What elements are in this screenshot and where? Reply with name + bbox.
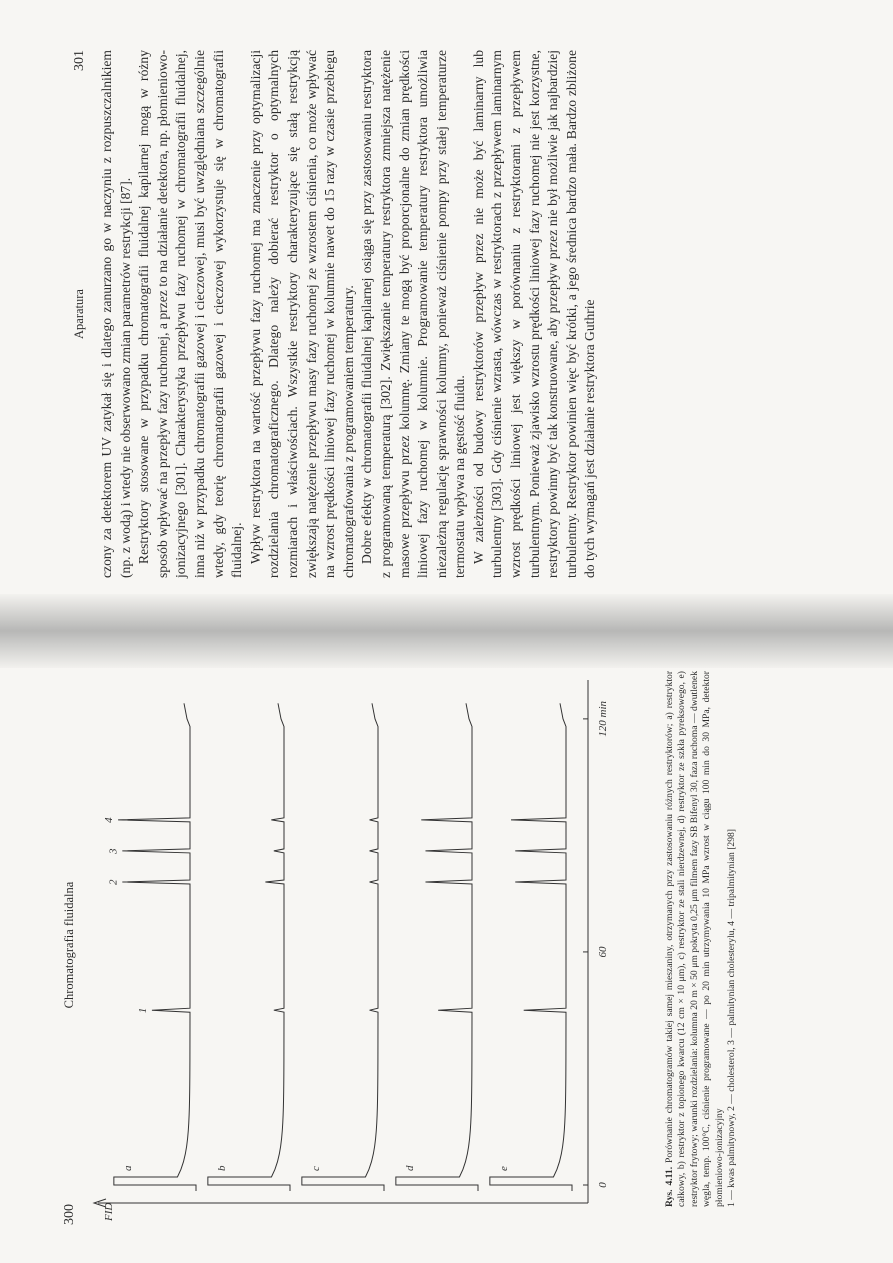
figure-caption [664, 665, 738, 1225]
trace-label: b [215, 1165, 228, 1171]
paragraph: Dobre efekty w chromatografii fluidalnej kapilarnej osiąga się przy zastosowaniu restryktora z programowaną temperaturą [302]. Zwiększanie temperatury restryktora zmniejsza natężenie masowe przepływu przez kolumnę. Zmiany te mogą być proporcjonalne do zmian prędkości liniowej fazy ruchomej w kolumnie. Programowanie temperatury restryktora umożliwia niezależną regulację sprawności kolumny, ponieważ ciśnienie pompy przy stałej temperaturze termostatu wpływa na gęstość fluidu. [359, 50, 468, 578]
trace-label: e [497, 1166, 510, 1171]
page-300 [62, 665, 832, 1225]
trace-label: a [121, 1165, 134, 1171]
chromatogram-trace [302, 703, 384, 1191]
page-301 [72, 50, 598, 578]
peak-label: 1 [136, 1007, 149, 1014]
running-title: Aparatura [72, 289, 86, 339]
chromatogram-trace [490, 703, 572, 1191]
chromatogram-trace [396, 703, 478, 1191]
page-301-header [72, 50, 88, 578]
paragraph: W zależności od budowy restryktorów przepływ przez nie może być laminarny lub turbulentny [303]. Gdy ciśnienie wzrasta, wówczas w restryktorach z przepływem laminarnym wzrost prędkości liniowej jest większy w porównaniu z restryktorami z przepływem turbulentnym. Ponieważ zjawisko wzrostu prędkości liniowej fazy ruchomej nie jest korzystne, restryktory powinny być tak konstruowane, aby przepływ przez nie był możliwie jak najbardziej turbulentny. Restryktor powinien więc być krótki, a jego średnica bardzo mała. Bardzo zbliżone do tych wymagań jest działanie restryktora Guthrie [470, 50, 598, 578]
y-axis-label: FID [103, 1202, 115, 1221]
page-number: 301 [72, 50, 87, 71]
x-tick-label: 60 [597, 946, 609, 958]
trace-label: d [403, 1165, 416, 1171]
page-number: 300 [62, 1204, 77, 1225]
paragraph: czony za detektorem UV zatykał się i dlatego zanurzano go w naczyniu z rozpuszczalnikiem (np. z wodą) i wtedy nie obserwowano zmian parametrów restrykcji [87]. [99, 50, 133, 578]
caption-text: Porównanie chromatogramów takiej samej mieszaniny, otrzymanych przy zastosowaniu różnych restryktorów; a) restryktor całkowy, b) restryktor z topionego kwarcu (12 cm × 10 μm), c) restryktor ze stali nierdzewnej, d) restryktor ze szkła pyreksowego, e) restryktor frytowy; warunki rozdzielania: kolumna 20 m × 50 μm pokryta 0,25 μm filmem fazy SB Bifenyl 30, faza ruchoma — dwutlenek węgla, temp. 100°C, ciśnienie programowane — po 20 min utrzymywania 10 MPa wzrost w ciągu 100 min do 30 MPa, detektor płomieniowo-jonizacyjny [664, 670, 725, 1207]
x-tick-label: 0 [597, 1182, 609, 1188]
x-tick-label: 120 min [597, 700, 609, 737]
page-300-header [62, 665, 78, 1225]
paragraph: Restryktory stosowane w przypadku chromatografii fluidalnej kapilarnej mogą w różny sposób wpływać na przepływ fazy ruchomej, a przez to na działanie detektora, np. płomieniowo-jonizacyjnego [301]. Charakterystyka przepływu fazy ruchomej w chromatografii fluidalnej, inna niż w przypadku chromatografii gazowej i cieczowej, musi być uwzględniana szczególnie wtedy, gdy teorię chromatografii gazowej i cieczowej wykorzystuje się w chromatografii fluidalnej. [136, 50, 245, 578]
running-title: Chromatografia fluidalna [62, 881, 76, 1009]
chromatogram-chart [88, 665, 658, 1225]
body-text [98, 50, 600, 578]
peak-label: 3 [107, 848, 120, 854]
trace-label: c [309, 1166, 322, 1171]
caption-label: Rys. 4.11. [664, 1166, 675, 1207]
chromatogram-trace [208, 703, 290, 1191]
figure-4-11 [88, 665, 738, 1225]
page-gutter-shadow [0, 594, 893, 668]
peak-label: 2 [107, 879, 120, 885]
caption-legend: 1 — kwas palmitynowy, 2 — cholesterol, 3 — palmitynian cholesterylu, 4 — tripalmitynian [298] [726, 829, 738, 1207]
peak-label: 4 [103, 817, 116, 823]
paragraph: Wpływ restryktora na wartość przepływu fazy ruchomej ma znaczenie przy optymalizacji rozdzielania chromatograficznego. Dlatego należy dobierać restryktor o optymalnych rozmiarach i właściwościach. Wszystkie restryktory charakteryzujące się stałą restrykcją zwiększają natężenie przepływu masy fazy ruchomej ze wzrostem ciśnienia, co może wpływać na wzrost prędkości liniowej fazy ruchomej w kolumnie nawet do 15 razy w czasie przebiegu chromatografowania z programowaniem temperatury. [247, 50, 356, 578]
chromatogram-trace [114, 703, 196, 1191]
